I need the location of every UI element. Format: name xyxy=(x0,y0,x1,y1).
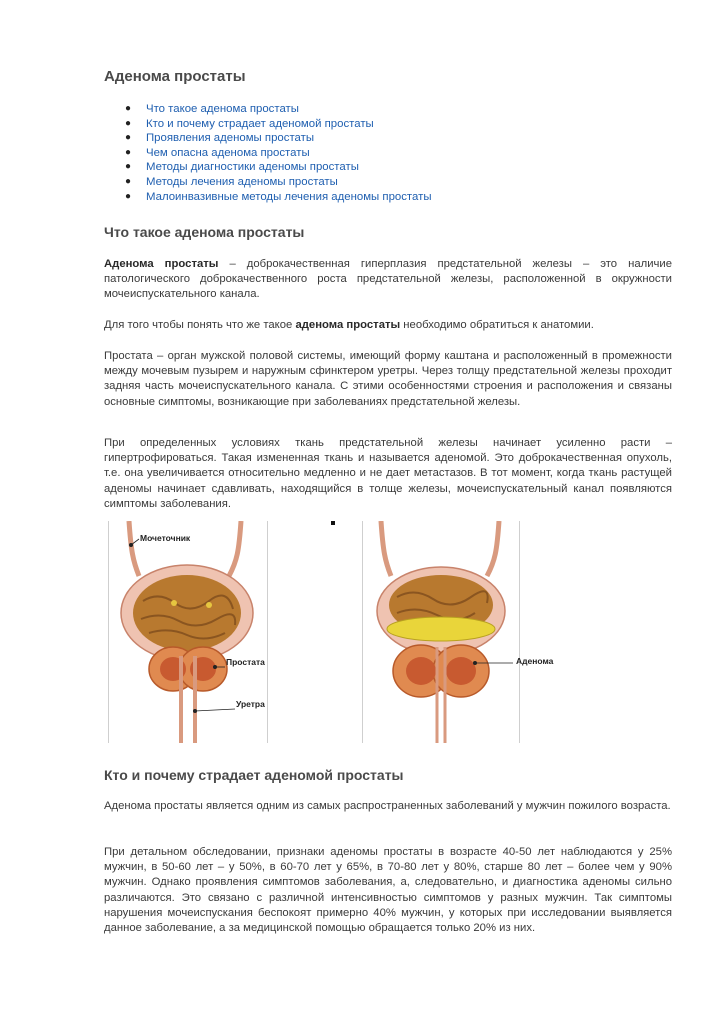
paragraph: При определенных условиях ткань предстательной железы начинает усиленно расти – гипертрофироваться. Такая измененная ткань и называется аденомой. Это доброкачественная опухоль, т.е. она увеличивается относительно медленно и не дает метастазов. В тот момент, когда ткань растущей аденомы начинает сдавливать, находящийся в толще железы, мочеиспускательный канал появляются симптомы заболевания. xyxy=(104,437,672,510)
paragraph: Простата – орган мужской половой системы, имеющий форму каштана и расположенный в промежности между мочевым пузырем и наружным сфинктером уретры. Через толщу предстательной железы проходит задняя часть мочеиспускательного канала. С этими особенностями строения и расположения и связаны основные симптомы, возникающие при заболеваниях предстательной железы. xyxy=(104,350,672,408)
bullet-icon: ● xyxy=(125,132,132,144)
paragraph-text: – доброкачественная гиперплазия предстательной железы – это наличие патологического доброкачественного роста предстательной железы, расположенной в окружности мочеиспускательного канала. xyxy=(104,258,672,301)
label-prostate: Простата xyxy=(226,657,265,667)
paragraph xyxy=(104,318,672,333)
toc-item xyxy=(104,146,432,161)
toc-item xyxy=(104,117,432,132)
toc-link-treatment[interactable]: Методы лечения аденомы простаты xyxy=(146,175,338,188)
document-title: Аденома простаты xyxy=(104,68,246,85)
bullet-icon: ● xyxy=(125,103,132,114)
paragraph-text: Для того чтобы понять что же такое xyxy=(104,319,296,331)
toc-link-minimally-invasive[interactable]: Малоинвазивные методы лечения аденомы простаты xyxy=(146,190,432,203)
paragraph-text: необходимо обратиться к анатомии. xyxy=(400,319,594,331)
toc-item xyxy=(104,131,432,146)
toc-item xyxy=(104,175,432,190)
toc-item xyxy=(104,102,432,117)
adenoma-illustration xyxy=(363,521,519,743)
table-of-contents xyxy=(104,102,432,204)
toc-item xyxy=(104,160,432,175)
paragraph: Аденома простаты является одним из самых распространенных заболеваний у мужчин пожилого возраста. xyxy=(104,800,671,812)
toc-link-symptoms[interactable]: Проявления аденомы простаты xyxy=(146,132,315,145)
section-heading-what-is: Что такое аденома простаты xyxy=(104,224,305,240)
toc-link-diagnostics[interactable]: Методы диагностики аденомы простаты xyxy=(146,161,359,174)
bullet-icon: ● xyxy=(125,117,132,129)
bullet-icon: ● xyxy=(125,190,132,202)
bullet-icon: ● xyxy=(125,146,132,158)
toc-link-danger[interactable]: Чем опасна аденома простаты xyxy=(146,146,310,159)
toc-link-who-suffers[interactable]: Кто и почему страдает аденомой простаты xyxy=(146,117,374,130)
figure-adenoma xyxy=(362,521,520,743)
label-ureter: Мочеточник xyxy=(140,533,191,543)
paragraph xyxy=(104,257,672,303)
bullet-icon: ● xyxy=(125,161,132,173)
section-heading-who-suffers: Кто и почему страдает аденомой простаты xyxy=(104,767,404,783)
bold-term: аденома простаты xyxy=(295,319,401,331)
toc-item xyxy=(104,190,432,205)
toc-link-what-is[interactable]: Что такое аденома простаты xyxy=(146,103,299,115)
marker-square xyxy=(331,521,335,525)
bullet-icon: ● xyxy=(125,175,132,187)
normal-prostate-illustration xyxy=(109,521,267,743)
label-urethra: Уретра xyxy=(236,699,265,709)
paragraph: При детальном обследовании, признаки аденомы простаты в возрасте 40-50 лет наблюдаются у 25% мужчин, в 50-60 лет – у 50%, в 60-70 лет у 65%, в 70-80 лет у 80%, старше 80 лет – более чем у 90% мужчин. Однако проявления симптомов заболевания, а, следовательно, и диагностика аденомы сильно различаются. Это связано с различной интенсивностью симптомов у разных мужчин. Так симптомы нарушения мочеиспускания беспокоят примерно 40% мужчин, у которых при исследовании выявляется данное заболевание, а за медицинской помощью обращается только 20% из них. xyxy=(104,846,672,935)
figure-normal-prostate xyxy=(108,521,268,743)
label-adenoma: Аденома xyxy=(516,656,554,666)
bold-term: Аденома простаты xyxy=(104,258,219,270)
